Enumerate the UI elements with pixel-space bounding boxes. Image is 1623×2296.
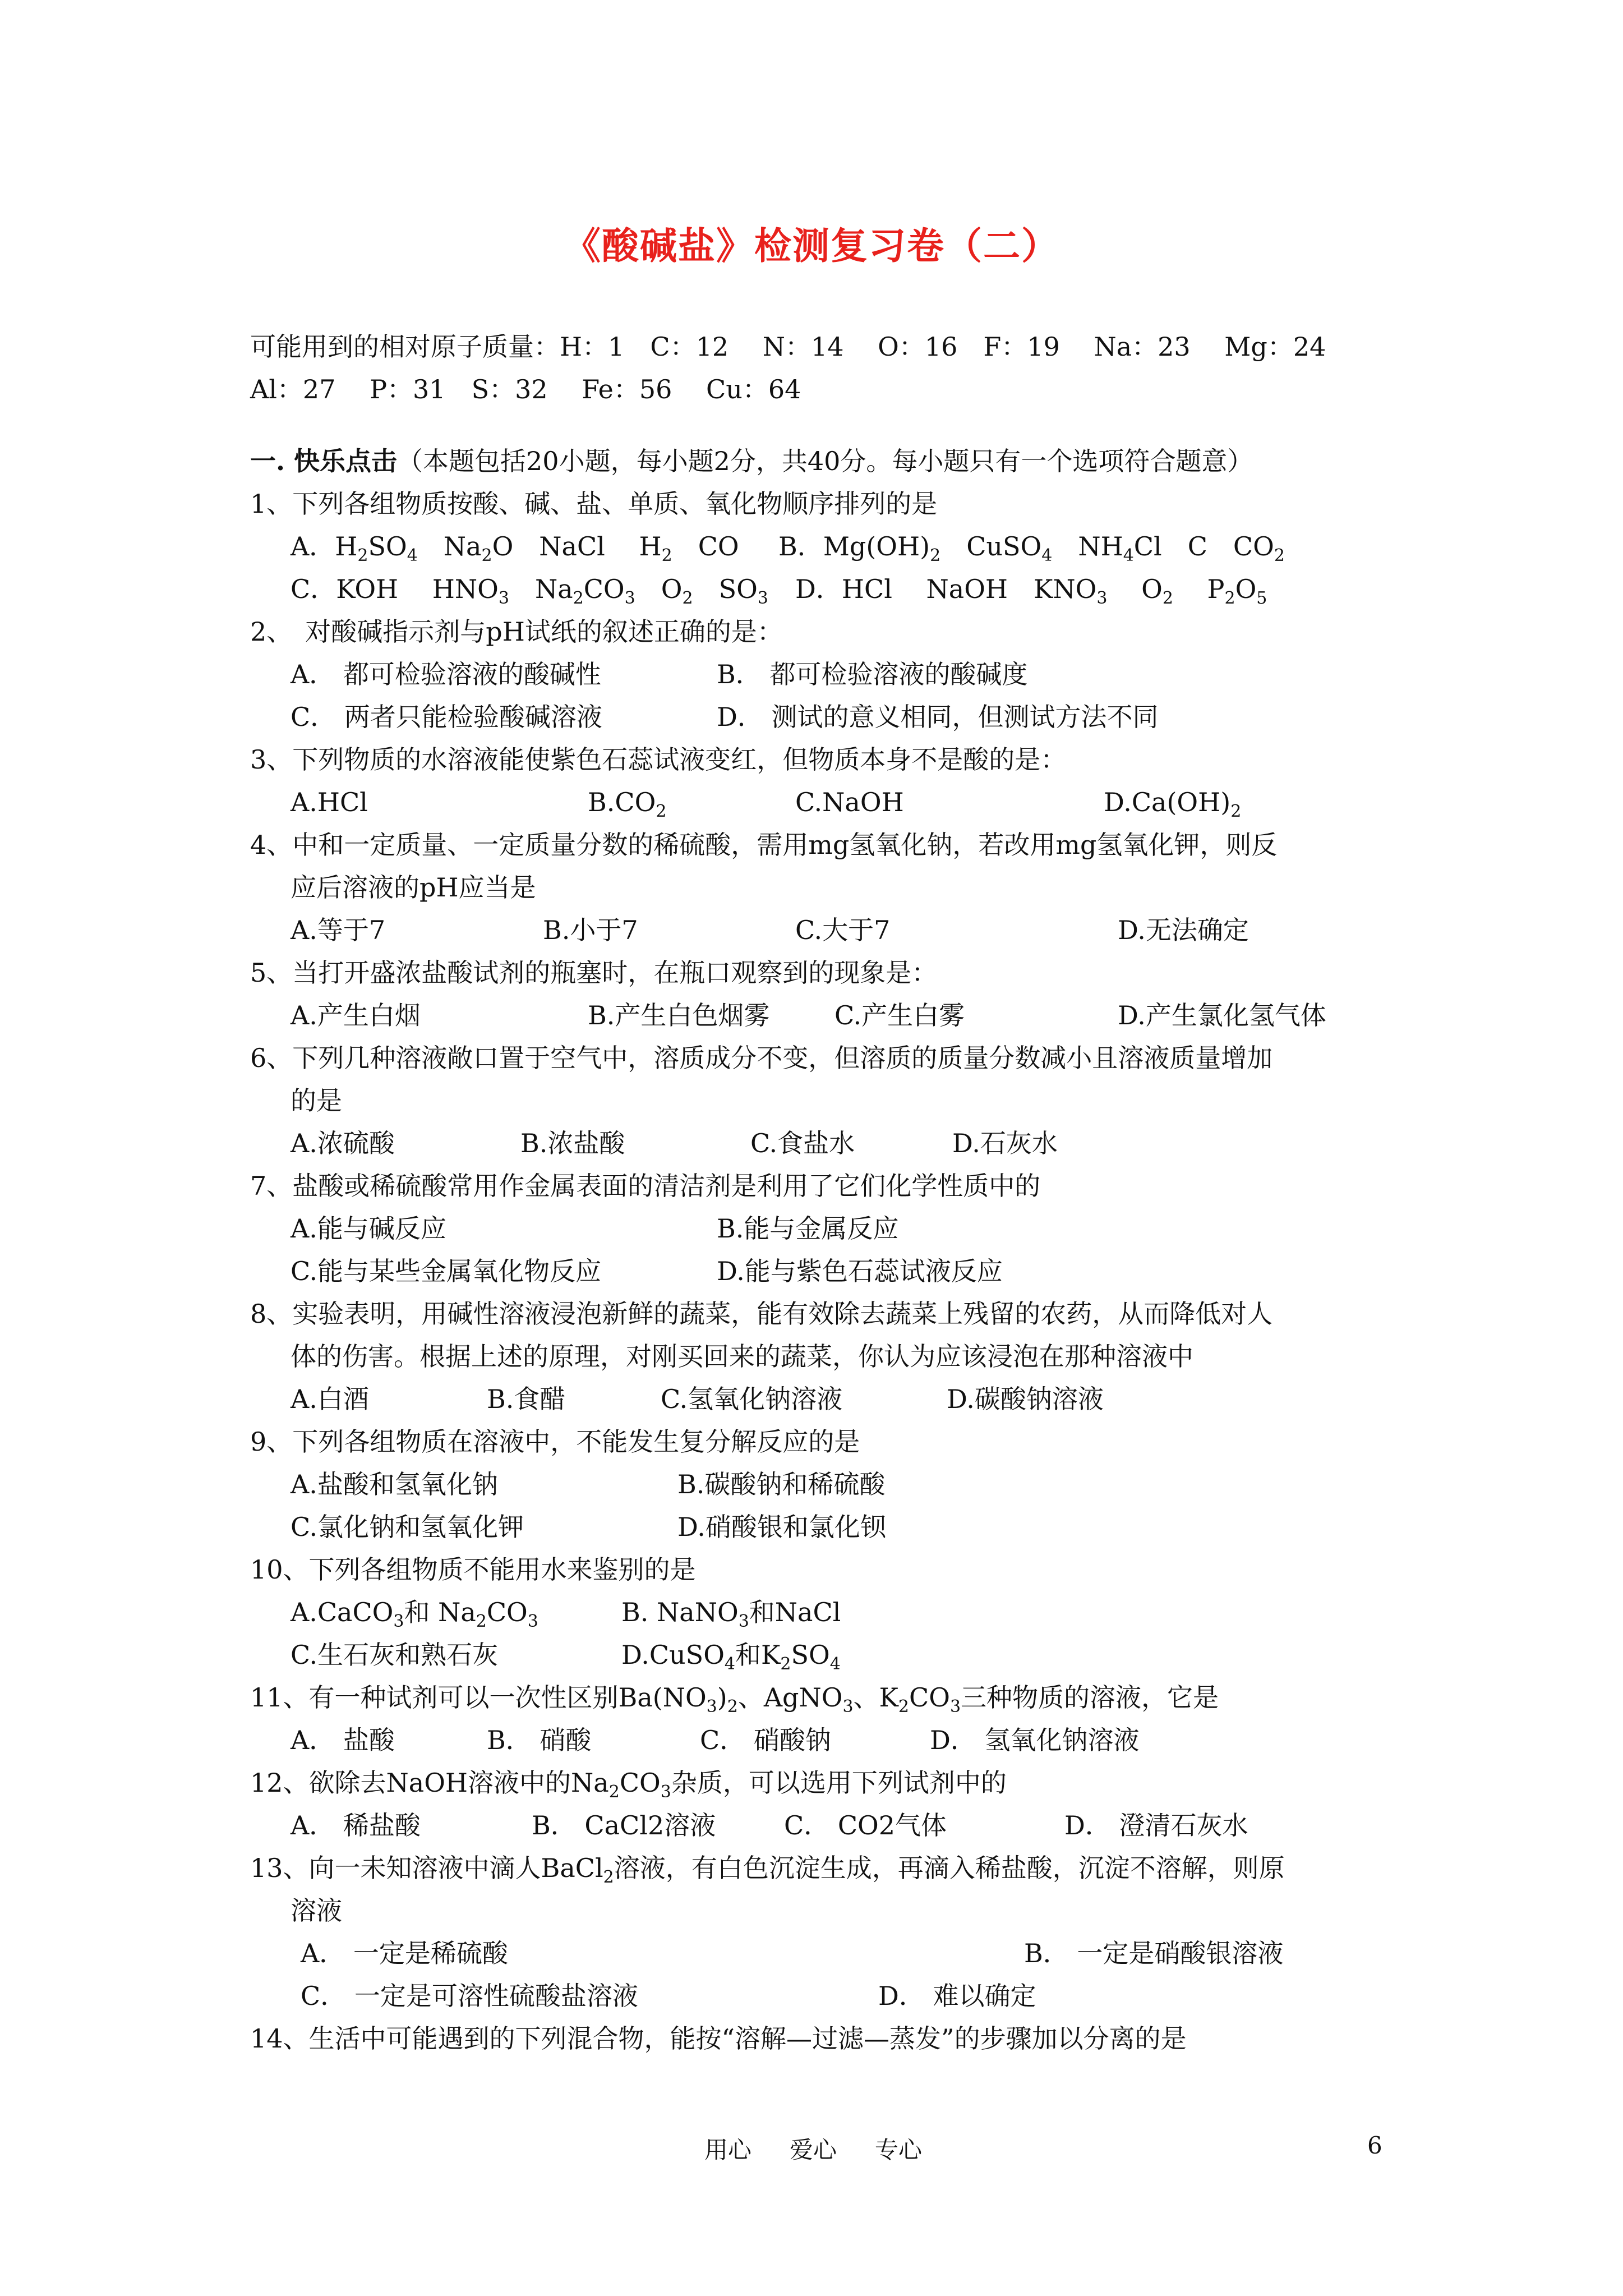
question-1-options-ab [250, 525, 1417, 568]
question-11-option-a: A． 盐酸 [291, 1725, 395, 1755]
question-11-options [250, 1719, 1417, 1761]
question-7-options-cd [250, 1250, 1417, 1292]
question-5-option-a: A.产生白烟 [291, 1000, 421, 1030]
question-12-option-b: B． CaCl2溶液 [532, 1810, 716, 1841]
question-11-option-b: B． 硝酸 [487, 1725, 592, 1755]
question-13-option-a: A． 一定是稀硫酸 [301, 1938, 508, 1968]
question-8-option-b: B.食醋 [487, 1384, 566, 1414]
question-9-options-ab [250, 1463, 1417, 1506]
question-8-option-d: D.碳酸钠溶液 [947, 1384, 1104, 1414]
question-2-option-a: A． 都可检验溶液的酸碱性 [291, 659, 601, 689]
question-11-option-c: C． 硝酸钠 [700, 1725, 831, 1755]
question-3-stem: 3、下列物质的水溶液能使紫色石蕊试液变红，但物质本身不是酸的是： [250, 744, 1067, 775]
footer-text-1: 用心 [704, 2136, 752, 2164]
exam-content [250, 325, 1417, 2060]
question-2-options-ab [250, 653, 1417, 696]
section-note: （本题包括20小题，每小题2分，共40分。每小题只有一个选项符合题意） [397, 446, 1253, 476]
question-10-option-b: B. NaNO$_3$和NaCl [621, 1597, 841, 1631]
question-8-option-c: C.氢氧化钠溶液 [661, 1384, 843, 1414]
question-8-stem-cont: 体的伤害。根据上述的原理，对刚买回来的蔬菜，你认为应该浸泡在那种溶液中 [291, 1341, 1193, 1372]
question-9-option-a: A.盐酸和氢氧化钠 [291, 1469, 498, 1499]
question-13-options-cd [250, 1975, 1417, 2017]
question-1-option-a: A．$H_2SO_4$ $Na_2O$ NaCl $H_2$ CO [291, 531, 739, 565]
question-3-option-a: A.HCl [291, 787, 368, 817]
question-13-stem: 13、向一未知溶液中滴人BaCl$_2$溶液，有白色沉淀生成，再滴入稀盐酸，沉淀不溶解，则原 [250, 1853, 1285, 1887]
question-3-options [250, 781, 1417, 823]
question-4-stem: 4、中和一定质量、一定质量分数的稀硫酸，需用mg氢氧化钠，若改用mg氢氧化钾，则反 [250, 830, 1278, 860]
question-9-options-cd [250, 1506, 1417, 1548]
question-1-option-c: C．KOH $HNO_3$ $Na_2CO_3$ $O_2$ $SO_3$ [291, 574, 768, 608]
question-1-stem: 1、下列各组物质按酸、碱、盐、单质、氧化物顺序排列的是 [250, 489, 938, 519]
question-5-option-d: D.产生氯化氢气体 [1118, 1000, 1326, 1030]
question-2-option-c: C． 两者只能检验酸碱溶液 [291, 702, 602, 732]
question-6-stem: 6、下列几种溶液敞口置于空气中，溶质成分不变，但溶质的质量分数减小且溶液质量增加 [250, 1043, 1273, 1073]
question-13-options-ab [250, 1932, 1417, 1975]
question-9-stem: 9、下列各组物质在溶液中，不能发生复分解反应的是 [250, 1427, 860, 1457]
question-7-option-a: A.能与碱反应 [291, 1213, 446, 1244]
question-11-option-d: D． 氢氧化钠溶液 [930, 1725, 1140, 1755]
question-2-option-d: D． 测试的意义相同，但测试方法不同 [717, 702, 1159, 732]
question-4-options [250, 909, 1417, 951]
question-2-option-b: B． 都可检验溶液的酸碱度 [717, 659, 1028, 689]
question-12-options [250, 1804, 1417, 1847]
question-5-options [250, 994, 1417, 1037]
atomic-masses-line-2: Al：27 P：31 S：32 Fe：56 Cu：64 [250, 374, 801, 404]
question-8-stem: 8、实验表明，用碱性溶液浸泡新鲜的蔬菜，能有效除去蔬菜上残留的农药，从而降低对人 [250, 1299, 1273, 1329]
question-7-stem: 7、盐酸或稀硫酸常用作金属表面的清洁剂是利用了它们化学性质中的 [250, 1171, 1041, 1201]
question-9-option-c: C.氯化钠和氢氧化钾 [291, 1512, 524, 1542]
atomic-masses-line-1: 可能用到的相对原子质量：H：1 C：12 N：14 O：16 F：19 Na：23 Mg：24 [250, 332, 1326, 362]
question-7-option-c: C.能与某些金属氧化物反应 [291, 1256, 602, 1286]
question-6-option-d: D.石灰水 [952, 1128, 1058, 1158]
question-2-options-cd [250, 696, 1417, 738]
question-9-option-d: D.硝酸银和氯化钡 [677, 1512, 886, 1542]
question-7-option-d: D.能与紫色石蕊试液反应 [717, 1256, 1003, 1286]
question-2-stem: 2、 对酸碱指示剂与pH试纸的叙述正确的是： [250, 616, 783, 647]
question-7-options-ab [250, 1207, 1417, 1250]
question-3-option-c: C.NaOH [795, 787, 904, 817]
section-heading [250, 440, 1417, 482]
question-4-option-c: C.大于7 [795, 915, 891, 945]
question-12-option-d: D． 澄清石灰水 [1064, 1810, 1248, 1841]
section-title: 一. 快乐点击 [250, 446, 398, 476]
question-10-option-c: C.生石灰和熟石灰 [291, 1640, 499, 1670]
question-10-options-ab [250, 1591, 1417, 1634]
question-6-option-b: B.浓盐酸 [520, 1128, 625, 1158]
question-11-stem: 11、有一种试剂可以一次性区别$Ba(NO_3)_2$、AgNO$_3$、$K_2CO_3$三种物质的溶液，它是 [250, 1682, 1219, 1717]
question-12-stem: 12、欲除去NaOH溶液中的$Na_2CO_3$杂质，可以选用下列试剂中的 [250, 1768, 1007, 1802]
question-9-option-b: B.碳酸钠和稀硫酸 [677, 1469, 886, 1499]
question-6-option-a: A.浓硫酸 [291, 1128, 395, 1158]
question-1-option-b: B．$Mg(OH)_2$ CuSO$_4$ $NH_4Cl$ C $CO_2$ [778, 531, 1285, 565]
page-title: 《酸碱盐》检测复习卷（二） [564, 224, 1059, 268]
question-13-option-c: C． 一定是可溶性硫酸盐溶液 [301, 1981, 638, 2011]
question-10-option-d: D.CuSO$_4$和$K_2SO_4$ [621, 1640, 841, 1674]
page-number: 6 [1367, 2132, 1382, 2159]
question-10-stem: 10、下列各组物质不能用水来鉴别的是 [250, 1554, 696, 1585]
question-6-options [250, 1122, 1417, 1165]
question-5-option-b: B.产生白色烟雾 [588, 1000, 770, 1030]
question-3-option-b: $B.CO_2$ [588, 787, 667, 821]
question-4-option-b: B.小于7 [543, 915, 638, 945]
question-7-option-b: B.能与金属反应 [717, 1213, 899, 1244]
question-4-option-a: A.等于7 [291, 915, 386, 945]
question-4-stem-cont: 应后溶液的pH应当是 [291, 872, 536, 903]
question-14-stem: 14、生活中可能遇到的下列混合物，能按“溶解—过滤—蒸发”的步骤加以分离的是 [250, 2023, 1187, 2054]
question-13-option-d: D． 难以确定 [878, 1981, 1036, 2011]
question-5-option-c: C.产生白雾 [834, 1000, 965, 1030]
question-8-option-a: A.白酒 [291, 1384, 369, 1414]
footer-text-2: 爱心 [790, 2136, 837, 2164]
question-4-option-d: D.无法确定 [1118, 915, 1249, 945]
question-1-option-d: D．HCl NaOH $KNO_3$ $O_2$ $P_2O_5$ [795, 574, 1267, 608]
question-5-stem: 5、当打开盛浓盐酸试剂的瓶塞时，在瓶口观察到的现象是： [250, 958, 938, 988]
question-1-options-cd [250, 568, 1417, 610]
question-13-stem-cont: 溶液 [291, 1895, 342, 1926]
question-10-option-a: A.CaCO$_3$和 $Na_2CO_3$ [291, 1597, 538, 1631]
footer-text-3: 专心 [875, 2136, 923, 2164]
question-13-option-b: B． 一定是硝酸银溶液 [1024, 1938, 1284, 1968]
question-6-stem-cont: 的是 [291, 1085, 342, 1116]
question-3-option-d: $D.Ca(OH)_2$ [1104, 787, 1242, 821]
question-10-options-cd [250, 1634, 1417, 1676]
question-12-option-a: A． 稀盐酸 [291, 1810, 421, 1841]
question-8-options [250, 1378, 1417, 1420]
question-12-option-c: C． CO2气体 [784, 1810, 947, 1841]
question-6-option-c: C.食盐水 [750, 1128, 855, 1158]
